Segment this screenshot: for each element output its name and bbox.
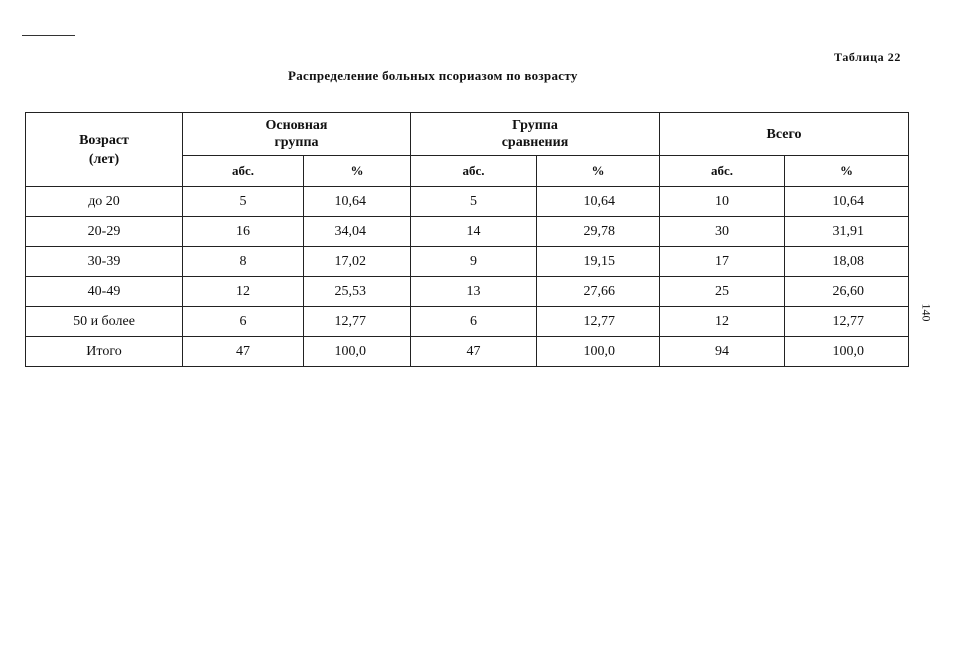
- table-row: [26, 247, 909, 277]
- table-row: [26, 187, 909, 217]
- comparison-group-header-line2: сравнения: [501, 135, 569, 150]
- page-number: 140: [919, 303, 934, 322]
- main-group-header-line2: группа: [274, 135, 319, 150]
- table-row: [26, 307, 909, 337]
- age-cell: 50 и более: [26, 307, 183, 337]
- comparison-abs-header: абс.: [411, 156, 537, 187]
- comparison-group-header: [411, 113, 660, 156]
- total-abs-cell: 30: [660, 217, 785, 247]
- main-abs-cell: 12: [183, 277, 304, 307]
- total-abs-cell: 12: [660, 307, 785, 337]
- comparison-pct-cell: 27,66: [537, 277, 660, 307]
- comparison-group-header-line1: Группа: [512, 118, 558, 133]
- total-header: Всего: [660, 113, 909, 156]
- total-pct-cell: 26,60: [785, 277, 909, 307]
- total-pct-cell: 12,77: [785, 307, 909, 337]
- age-cell: 20-29: [26, 217, 183, 247]
- age-cell: 40-49: [26, 277, 183, 307]
- age-cell: 30-39: [26, 247, 183, 277]
- total-abs-header: абс.: [660, 156, 785, 187]
- main-group-header: [183, 113, 411, 156]
- main-pct-cell: 17,02: [304, 247, 411, 277]
- age-distribution-table: [25, 112, 909, 367]
- comparison-pct-cell: 12,77: [537, 307, 660, 337]
- main-abs-cell: 16: [183, 217, 304, 247]
- main-abs-cell: 8: [183, 247, 304, 277]
- main-abs-cell: 5: [183, 187, 304, 217]
- age-cell: Итого: [26, 337, 183, 367]
- comparison-pct-header: %: [537, 156, 660, 187]
- age-header-line1: Возраст: [79, 132, 129, 148]
- main-pct-cell: 34,04: [304, 217, 411, 247]
- age-cell: до 20: [26, 187, 183, 217]
- total-abs-cell: 10: [660, 187, 785, 217]
- total-pct-cell: 10,64: [785, 187, 909, 217]
- comparison-abs-cell: 9: [411, 247, 537, 277]
- total-pct-cell: 100,0: [785, 337, 909, 367]
- header-row-groups: [26, 113, 909, 156]
- main-pct-header: %: [304, 156, 411, 187]
- total-abs-cell: 94: [660, 337, 785, 367]
- table-title: Распределение больных псориазом по возрасту: [288, 68, 578, 83]
- table-row: [26, 217, 909, 247]
- comparison-pct-cell: 100,0: [537, 337, 660, 367]
- main-abs-cell: 6: [183, 307, 304, 337]
- total-abs-cell: 17: [660, 247, 785, 277]
- total-row: [26, 337, 909, 367]
- comparison-pct-cell: 10,64: [537, 187, 660, 217]
- comparison-pct-cell: 29,78: [537, 217, 660, 247]
- main-group-header-line1: Основная: [265, 118, 328, 133]
- total-pct-cell: 31,91: [785, 217, 909, 247]
- main-pct-cell: 10,64: [304, 187, 411, 217]
- table-number: Таблица 22: [834, 50, 901, 64]
- comparison-abs-cell: 13: [411, 277, 537, 307]
- total-pct-cell: 18,08: [785, 247, 909, 277]
- main-abs-cell: 47: [183, 337, 304, 367]
- main-pct-cell: 12,77: [304, 307, 411, 337]
- comparison-abs-cell: 6: [411, 307, 537, 337]
- table-row: [26, 277, 909, 307]
- main-pct-cell: 25,53: [304, 277, 411, 307]
- comparison-abs-cell: 47: [411, 337, 537, 367]
- comparison-pct-cell: 19,15: [537, 247, 660, 277]
- main-pct-cell: 100,0: [304, 337, 411, 367]
- comparison-abs-cell: 14: [411, 217, 537, 247]
- total-abs-cell: 25: [660, 277, 785, 307]
- total-pct-header: %: [785, 156, 909, 187]
- main-abs-header: абс.: [183, 156, 304, 187]
- top-rule: [22, 35, 75, 36]
- age-header: [26, 113, 183, 187]
- age-header-line2: (лет): [88, 151, 120, 167]
- comparison-abs-cell: 5: [411, 187, 537, 217]
